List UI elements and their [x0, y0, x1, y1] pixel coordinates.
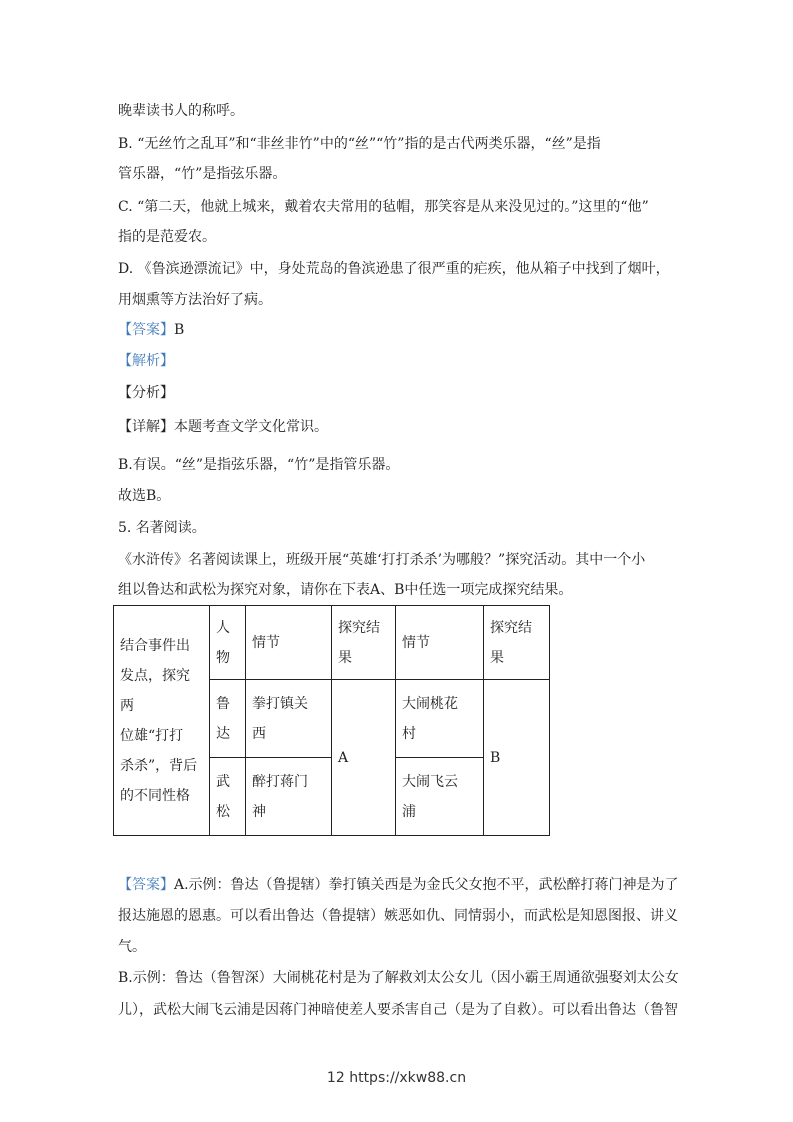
header-plot: 情节	[396, 606, 484, 680]
table-text: 武	[216, 773, 230, 790]
table-text: 物	[216, 649, 230, 666]
option-c-line: 指的是范爱农。	[118, 229, 216, 245]
exploration-table	[113, 605, 550, 836]
answer-line	[118, 320, 184, 340]
table-text: 达	[216, 725, 230, 742]
answer-line: B.示例：鲁达（鲁智深）大闹桃花村是为了解救刘太公女儿（因小霸王周通欲强娶刘太公女	[118, 970, 679, 986]
answer-line	[118, 875, 679, 895]
page-number: 12	[326, 1070, 345, 1086]
header-plot: 情节	[246, 606, 332, 680]
result-a-cell: A	[332, 680, 396, 836]
table-text: 醉打蒋门	[252, 773, 308, 790]
text-line: B.有误。“丝”是指弦乐器，“竹”是指管乐器。	[118, 457, 400, 473]
table-text: 结合事件出	[120, 637, 190, 654]
question-stem-line: 组以鲁达和武松为探究对象，请你在下表A、B中任选一项完成探究结果。	[118, 582, 573, 598]
option-d-line: D. 《鲁滨逊漂流记》中，身处荒岛的鲁滨逊患了很严重的疟疾，他从箱子中找到了烟叶，	[118, 261, 670, 277]
plot-cell	[246, 680, 332, 758]
table-text: 探究结	[490, 619, 532, 636]
option-b-line: 管乐器，“竹”是指弦乐器。	[118, 166, 287, 182]
answer-line: 气。	[118, 939, 146, 955]
question-number-line: 5. 名著阅读。	[118, 520, 206, 536]
footer-link[interactable]: https://xkw88.cn	[349, 1070, 467, 1086]
answer-tag: 【答案】	[118, 322, 174, 338]
plot-cell	[396, 758, 484, 836]
table-text: 鲁	[216, 695, 230, 712]
table-text: 大闹桃花	[402, 695, 458, 712]
table-text: 果	[338, 649, 352, 666]
option-b-line: B. “无丝竹之乱耳”和“非丝非竹”中的“丝”“竹”指的是古代两类乐器，“丝”是指	[118, 136, 601, 152]
answer-value: B	[174, 322, 185, 338]
table-text: 松	[216, 803, 230, 820]
table-text: 的不同性格	[120, 787, 190, 804]
detail-line: 【详解】本题考查文学文化常识。	[118, 419, 328, 435]
table-text: 神	[252, 803, 266, 820]
option-d-line: 用烟熏等方法治好了病。	[118, 292, 272, 308]
table-text: 杀杀”，背后	[120, 757, 198, 774]
answer-line: 儿），武松大闹飞云浦是因蒋门神暗使差人要杀害自己（是为了自救）。可以看出鲁达（鲁智	[118, 1002, 678, 1018]
header-result	[332, 606, 396, 680]
table-text: 村	[402, 725, 416, 742]
answer-text: A.示例：鲁达（鲁提辖）拳打镇关西是为金氏父女抱不平，武松醉打蒋门神是为了	[174, 877, 679, 893]
table-text: 探究结	[338, 619, 380, 636]
table-text: 发点，探究两	[120, 667, 190, 714]
answer-tag: 【答案】	[118, 877, 174, 893]
plot-cell	[396, 680, 484, 758]
person-luda	[210, 680, 246, 758]
table-text: 果	[490, 649, 504, 666]
answer-line: 报达施恩的恩惠。可以看出鲁达（鲁提辖）嫉恶如仇、同情弱小，而武松是知恩图报、讲义	[118, 908, 678, 924]
analysis-tag: 【解析】	[118, 353, 174, 369]
question-stem-line: 《水浒传》名著阅读课上，班级开展“英雄‘打打杀杀’为哪般？”探究活动。其中一个小	[118, 552, 646, 568]
plot-cell	[246, 758, 332, 836]
header-person	[210, 606, 246, 680]
text-line: 故选B。	[118, 488, 171, 504]
table-prompt-cell	[114, 606, 210, 836]
table-text: 拳打镇关	[252, 695, 308, 712]
table-text: 大闹飞云	[402, 773, 458, 790]
fenxi-heading: 【分析】	[118, 385, 174, 401]
table-text: 西	[252, 725, 266, 742]
header-result	[484, 606, 550, 680]
person-wusong	[210, 758, 246, 836]
table-text: 位雄“打打	[120, 727, 184, 744]
text-line: 晚辈读书人的称呼。	[118, 103, 244, 119]
page-footer	[0, 1070, 793, 1086]
result-b-cell: B	[484, 680, 550, 836]
option-c-line: C. “第二天，他就上城来，戴着农夫常用的毡帽，那笑容是从来没见过的。”这里的“他”	[118, 199, 649, 215]
table-text: 人	[216, 619, 230, 636]
table-text: 浦	[402, 803, 416, 820]
